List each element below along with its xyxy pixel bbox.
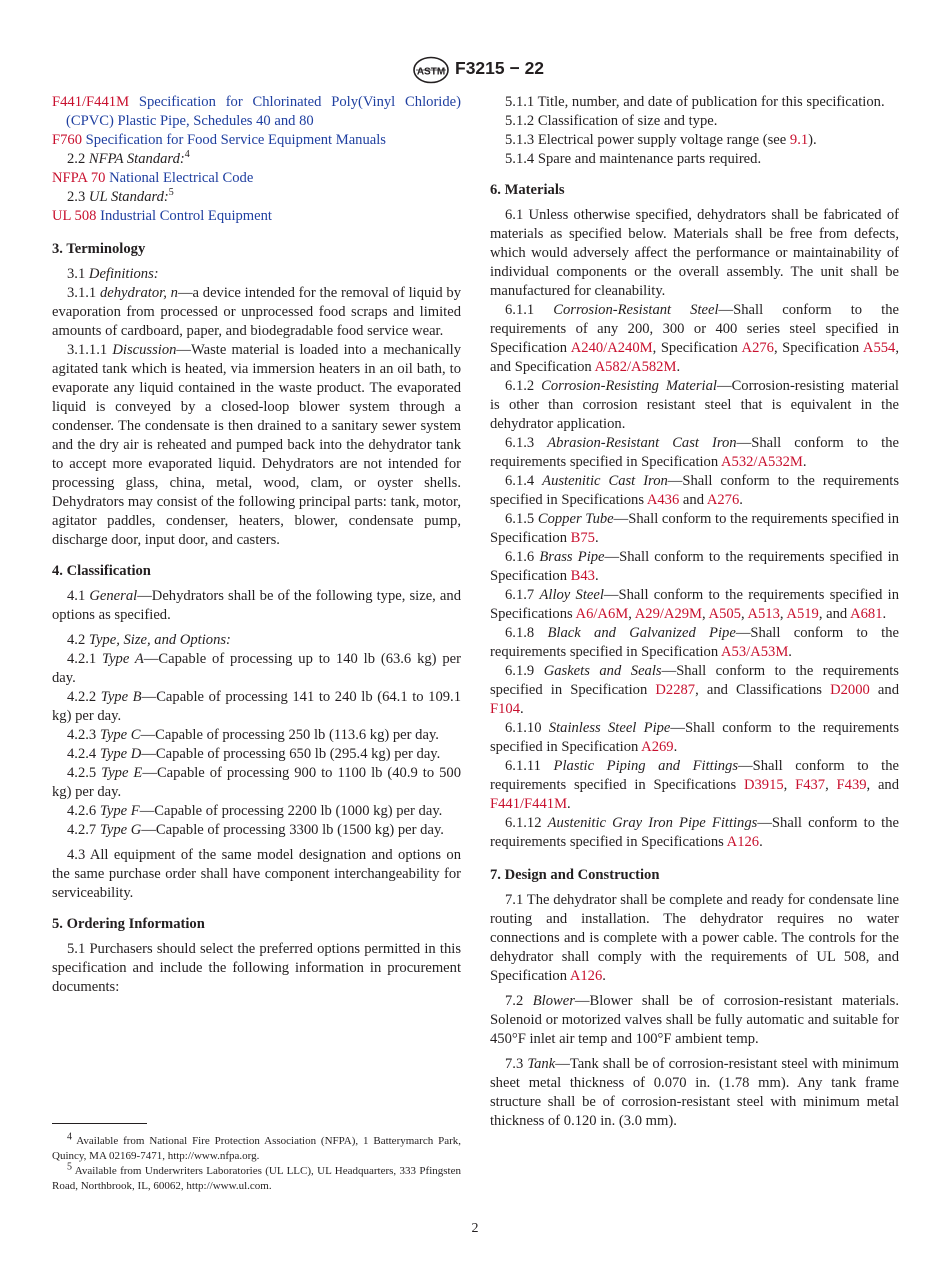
heading-design-construction: 7. Design and Construction: [490, 867, 660, 883]
ref-link[interactable]: A532/A532M: [721, 454, 803, 470]
ref-link[interactable]: A276: [741, 340, 774, 356]
ref-code-link[interactable]: UL 508: [52, 208, 97, 224]
ref-link[interactable]: A519: [786, 606, 819, 622]
heading-materials: 6. Materials: [490, 182, 565, 198]
section-6-1-9: 6.1.9 Gaskets and Seals—Shall conform to the requirements specified in Specification D2287, and Classifications D2000 and F104.: [490, 663, 899, 717]
ref-link[interactable]: A29/A29M: [634, 606, 703, 622]
section-6-1-2: 6.1.2 Corrosion-Resisting Material—Corrosion-resisting material is other than corrosion resistant steel that is equivalent in the dehydrator application.: [490, 378, 899, 432]
ref-title-link[interactable]: National Electrical Code: [109, 170, 254, 186]
ref-title-link[interactable]: Industrial Control Equipment: [100, 208, 272, 224]
section-5-1: 5.1 Purchasers should select the preferred options permitted in this specification and include the following information in procurement documents:: [52, 941, 461, 995]
section-5-1-4: 5.1.4 Spare and maintenance parts required.: [505, 151, 762, 167]
section-2-3: 2.3 UL Standard:$^5$: [67, 187, 174, 205]
ref-code-link[interactable]: NFPA 70: [52, 170, 106, 186]
section-4-2-4: 4.2.4 Type D—Capable of processing 650 lb (295.4 kg) per day.: [67, 746, 441, 762]
left-column: [52, 93, 461, 997]
section-6-1-6: 6.1.6 Brass Pipe—Shall conform to the requirements specified in Specification B43.: [490, 549, 899, 584]
section-link[interactable]: 9.1: [789, 132, 809, 148]
section-7-1: 7.1 The dehydrator shall be complete and ready for condensate line routing and installation. The dehydrator requires no water connections and is complete with a power cable. The controls for the dehydrator shall comply with the requirements of UL 508, and Specification A126.: [490, 892, 899, 984]
ref-link[interactable]: A513: [747, 606, 780, 622]
footnote-ref-4[interactable]: 4: [184, 149, 190, 161]
ref-link[interactable]: F441/F441M: [490, 796, 568, 812]
ref-link[interactable]: A126: [726, 834, 760, 850]
section-5-1-3: 5.1.3 Electrical power supply voltage range (see 9.1).: [505, 132, 817, 148]
section-2-2: 2.2 NFPA Standard:$^4$: [67, 149, 190, 167]
section-4-2-6: 4.2.6 Type F—Capable of processing 2200 lb (1000 kg) per day.: [67, 803, 443, 819]
section-7-3: 7.3 Tank—Tank shall be of corrosion-resistant steel with minimum sheet metal thickness of 0.070 in. (1.78 mm). Any tank frame structure shall be of corrosion-resistant steel with minimum metal thickness of 0.120 in. (3.0 mm).: [490, 1056, 900, 1129]
footnote-ref-5[interactable]: 5: [168, 187, 174, 199]
ref-title-link[interactable]: Specification for Chlorinated Poly(Vinyl Chloride) (CPVC) Plastic Pipe, Schedules 40 and 80: [66, 94, 461, 129]
section-4-2: 4.2 Type, Size, and Options:: [67, 632, 231, 648]
footnote-5: $^5$ Available from Underwriters Laboratories (UL LLC), UL Headquarters, 333 Pfingsten Road, Northbrook, IL, 60062, http://www.ul.com.: [52, 1161, 461, 1192]
page-number: 2: [471, 1221, 479, 1236]
section-4-2-2: 4.2.2 Type B—Capable of processing 141 to 240 lb (64.1 to 109.1 kg) per day.: [52, 689, 461, 724]
section-7-2: 7.2 Blower—Blower shall be of corrosion-resistant materials. Solenoid or motorized valves shall be fully automatic and suitable for 450°F inlet air temp and 100°F ambient temp.: [490, 993, 899, 1047]
ref-link[interactable]: F439: [836, 777, 867, 793]
reference-f441: [52, 93, 461, 131]
ref-link[interactable]: A276: [706, 492, 740, 508]
section-6-1-5: 6.1.5 Copper Tube—Shall conform to the requirements specified in Specification B75.: [490, 511, 900, 546]
footnote-4: $^4$ Available from National Fire Protection Association (NFPA), 1 Batterymarch Park, Quincy, MA 02169-7471, http://www.nfpa.org.: [52, 1131, 461, 1162]
heading-terminology: 3. Terminology: [52, 241, 146, 257]
section-6-1: 6.1 Unless otherwise specified, dehydrators shall be fabricated of materials as specified below. Materials shall be free from defects, which would adversely affect the performance or maintainability of individual components or the overall assembly. The unit shall be manufactured for cleanability.: [490, 207, 899, 299]
section-4-2-5: 4.2.5 Type E—Capable of processing 900 to 1100 lb (40.9 to 500 kg) per day.: [52, 765, 461, 800]
ref-link[interactable]: A436: [646, 492, 680, 508]
heading-ordering-information: 5. Ordering Information: [52, 916, 205, 932]
section-5-1-2: 5.1.2 Classification of size and type.: [505, 113, 718, 129]
ref-link[interactable]: A126: [569, 968, 603, 984]
ref-title-link[interactable]: Specification for Food Service Equipment Manuals: [85, 132, 386, 148]
ref-link[interactable]: A681: [850, 606, 883, 622]
section-4-2-3: 4.2.3 Type C—Capable of processing 250 lb (113.6 kg) per day.: [67, 727, 439, 743]
section-6-1-12: 6.1.12 Austenitic Gray Iron Pipe Fittings—Shall conform to the requirements specified in Specifications A126.: [490, 815, 899, 850]
ref-link[interactable]: D2000: [830, 682, 870, 698]
ref-link[interactable]: A269: [641, 739, 674, 755]
ref-link[interactable]: A554: [862, 340, 896, 356]
page-header: [0, 56, 950, 84]
section-6-1-7: 6.1.7 Alloy Steel—Shall conform to the requirements specified in Specifications A6/A6M, A29/A29M, A505, A513, A519, and A681.: [490, 587, 899, 622]
right-column: [490, 93, 899, 1131]
section-5-1-1: 5.1.1 Title, number, and date of publication for this specification.: [505, 94, 885, 110]
section-4-3: 4.3 All equipment of the same model designation and options on the same purchase order shall have component interchangeability for serviceability.: [52, 847, 461, 901]
section-6-1-11: 6.1.11 Plastic Piping and Fittings—Shall conform to the requirements specified in Specifications D3915, F437, F439, and F441/F441M.: [490, 758, 900, 812]
ref-link[interactable]: B75: [570, 530, 595, 546]
ref-link[interactable]: A6/A6M: [575, 606, 629, 622]
footnote-divider: [52, 1123, 147, 1124]
document-id: F3215 − 22: [455, 58, 545, 78]
ref-link[interactable]: B43: [570, 568, 595, 584]
ref-link[interactable]: D2287: [655, 682, 696, 698]
section-4-1: 4.1 General—Dehydrators shall be of the following type, size, and options as specified.: [52, 588, 461, 623]
reference-ul508: [52, 207, 461, 226]
section-6-1-1: 6.1.1 Corrosion-Resistant Steel—Shall conform to the requirements of any 200, 300 or 400 series steel specified in Specification A240/A240M, Specification A276, Specification A554, and Specification A582/A582M.: [490, 302, 899, 375]
section-4-2-1: 4.2.1 Type A—Capable of processing up to 140 lb (63.6 kg) per day.: [52, 651, 461, 686]
section-3-1-1-1: 3.1.1.1 Discussion—Waste material is loaded into a mechanically agitated tank which is heated, via immersion heaters in an oil bath, to evaporate any liquid contained in the waste product. The evaporated liquid is conveyed by a closed-loop blower system through a condenser. The condensate is then drained to a sanitary sewer system and the dry air is reheated and pumped back into the dehydrator tank to accept more evaporated liquid. Dehydrators are not intended for processing glass, china, metal, wood, clam, or oyster shells. Dehydrators may consist of the following principal parts: tank, motor, agitator paddles, condenser, heaters, blower, condensate pump, discharge door, input door, and casters.: [52, 342, 461, 548]
section-3-1-1: 3.1.1 dehydrator, n—a device intended for the removal of liquid by evaporation from processed or unprocessed food scraps and limited amounts of cardboard, paper, and biodegradable food service wear.: [52, 285, 462, 339]
section-6-1-3: 6.1.3 Abrasion-Resistant Cast Iron—Shall conform to the requirements specified in Specification A532/A532M.: [490, 435, 899, 470]
reference-f760: [52, 131, 461, 150]
ref-link[interactable]: F437: [795, 777, 826, 793]
reference-nfpa70: [52, 169, 461, 188]
section-4-2-7: 4.2.7 Type G—Capable of processing 3300 lb (1500 kg) per day.: [67, 822, 444, 838]
section-3-1: 3.1 Definitions:: [67, 266, 159, 282]
ref-code-link[interactable]: F760: [52, 132, 83, 148]
ref-link[interactable]: A505: [708, 606, 741, 622]
ref-link[interactable]: A582/A582M: [594, 359, 677, 375]
ref-code-link[interactable]: F441/F441M: [52, 94, 130, 110]
section-6-1-4: 6.1.4 Austenitic Cast Iron—Shall conform to the requirements specified in Specifications A436 and A276.: [490, 473, 900, 508]
footnotes: [52, 1131, 461, 1194]
ref-link[interactable]: D3915: [743, 777, 784, 793]
ref-link[interactable]: A53/A53M: [721, 644, 789, 660]
section-6-1-8: 6.1.8 Black and Galvanized Pipe—Shall conform to the requirements specified in Specification A53/A53M.: [490, 625, 899, 660]
heading-classification: 4. Classification: [52, 563, 151, 579]
logo-text: ASTM: [416, 66, 446, 78]
ref-link[interactable]: F104: [490, 701, 521, 717]
astm-logo-icon: [412, 56, 450, 84]
section-6-1-10: 6.1.10 Stainless Steel Pipe—Shall conform to the requirements specified in Specification A269.: [490, 720, 900, 755]
ref-link[interactable]: A240/A240M: [570, 340, 653, 356]
